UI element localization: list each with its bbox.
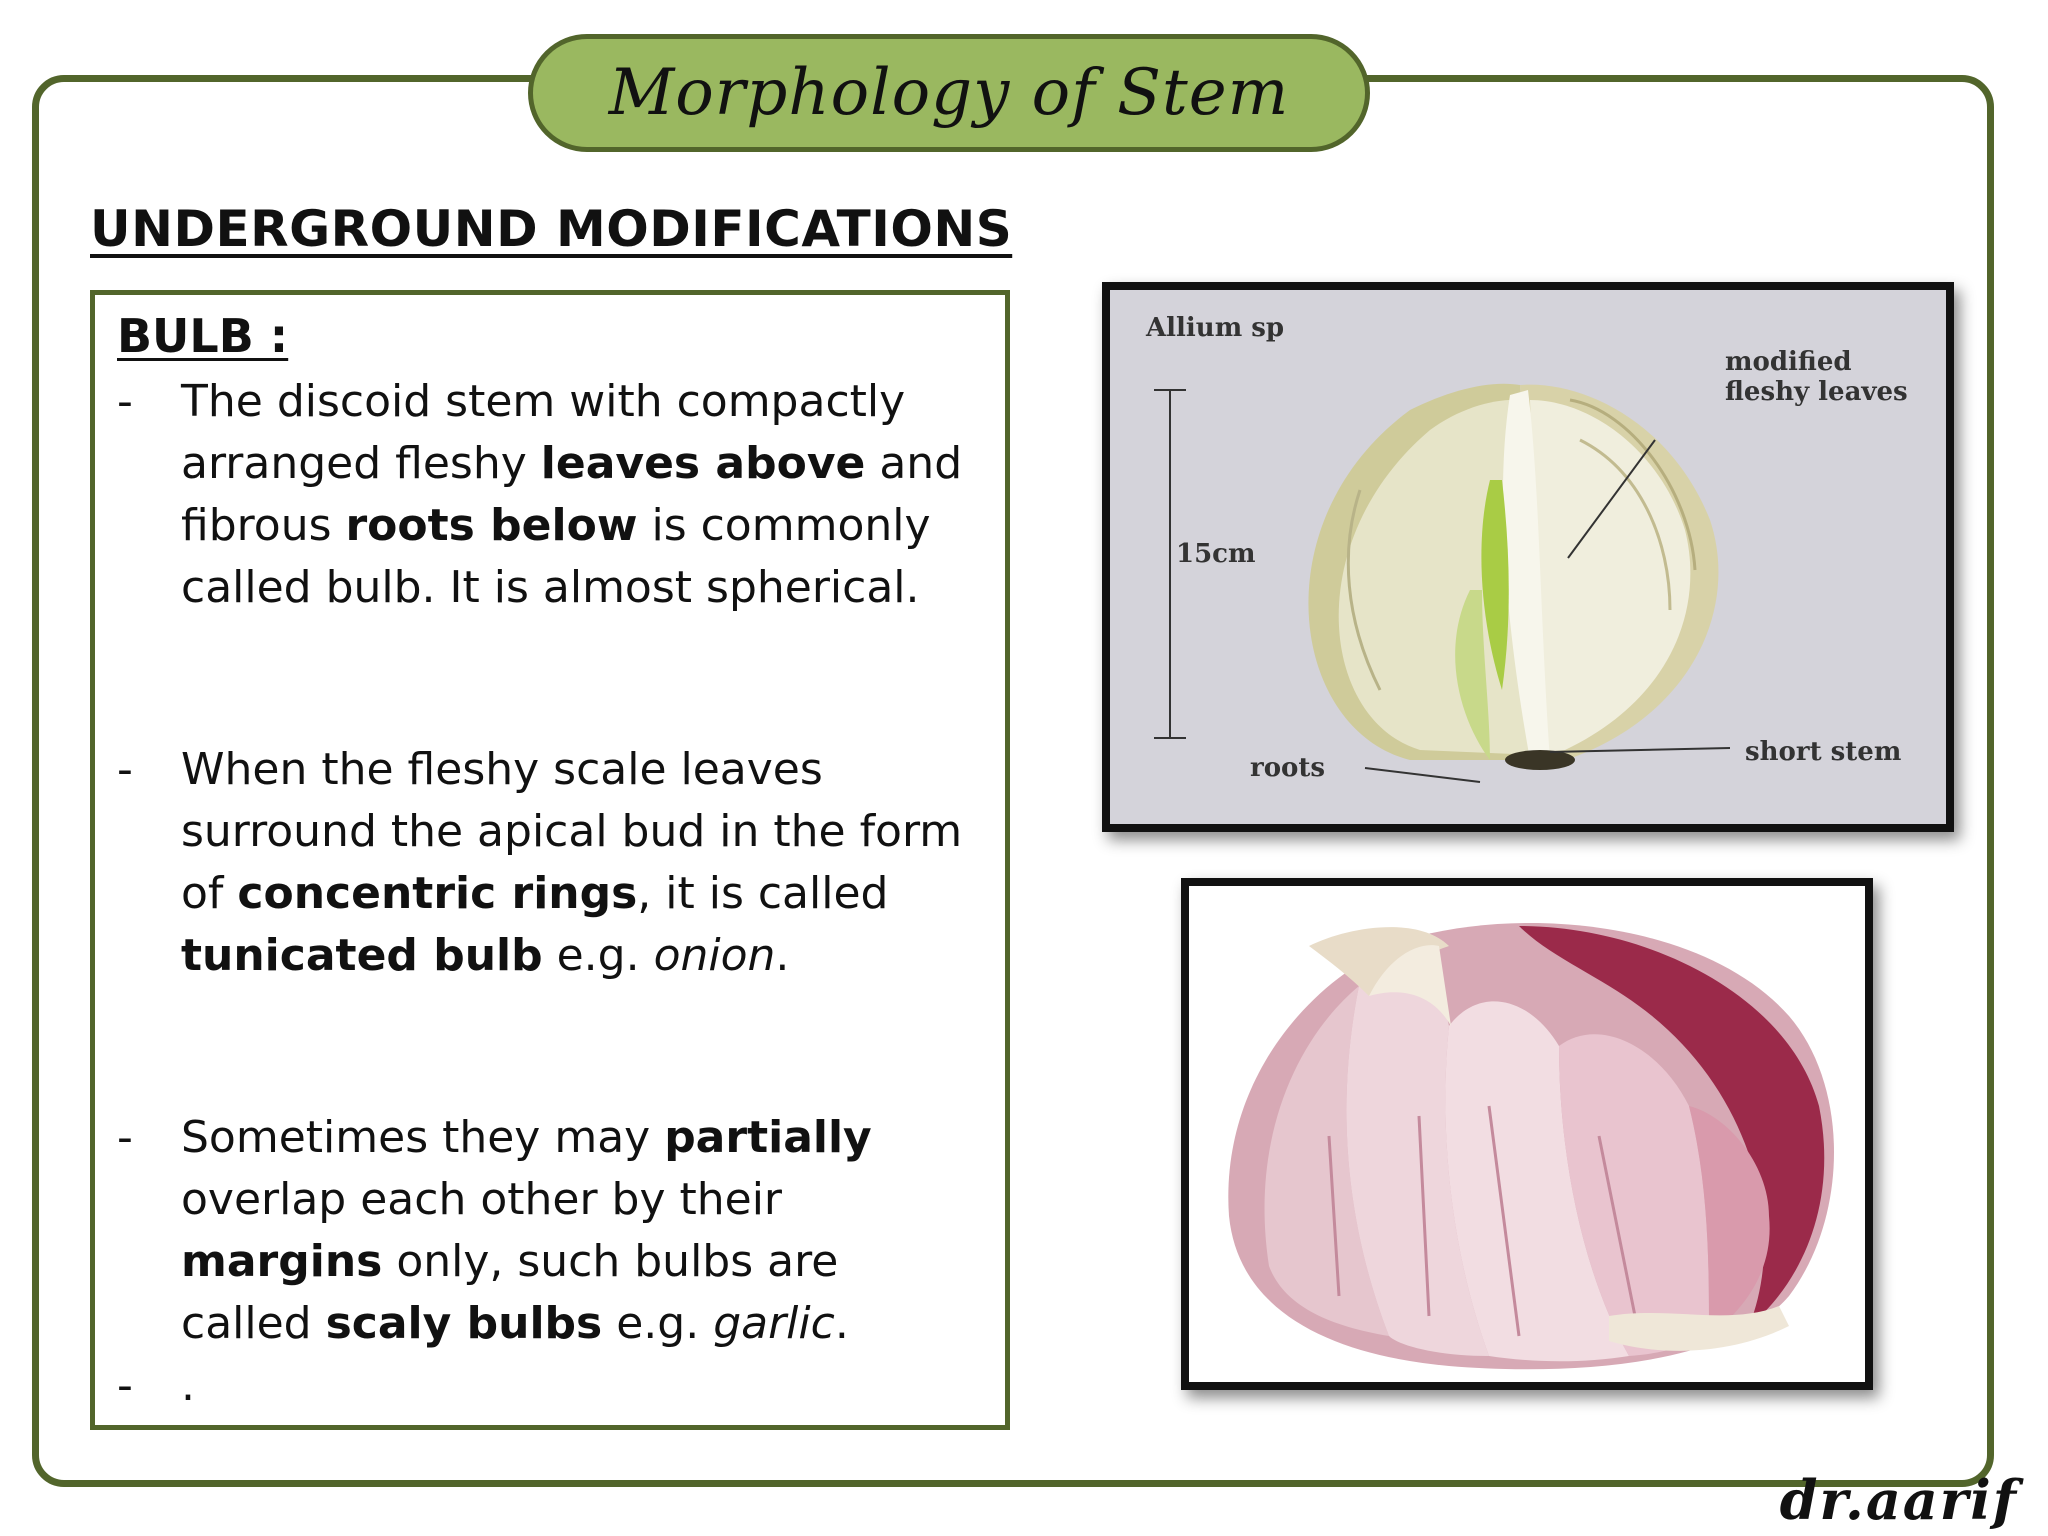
section-heading: UNDERGROUND MODIFICATIONS [90, 200, 1013, 258]
leaves-label-line1: modified [1725, 347, 1852, 377]
roots-label: roots [1250, 753, 1326, 783]
title-banner [528, 34, 1370, 152]
bullet-text: Sometimes they may partially overlap each other by their margins only, such bulbs are called scaly bulbs e.g. garlic. [181, 1112, 872, 1349]
species-label: Allium sp [1146, 313, 1285, 343]
bullet-text: When the fleshy scale leaves surround the apical bud in the form of concentric rings, it is called tunicated bulb e.g. onion. [181, 744, 963, 981]
onion-photo [1102, 282, 1954, 832]
bullet-dash: - [117, 1360, 133, 1411]
bullet-text: The discoid stem with compactly arranged fleshy leaves above and fibrous roots below is commonly called bulb. It is almost spherical. [181, 376, 963, 613]
author-signature: dr.aarif [1779, 1468, 2018, 1532]
onion-illustration [1110, 290, 1946, 824]
leaves-label-line2: fleshy leaves [1725, 377, 1908, 407]
stem-label: short stem [1745, 737, 1902, 767]
bulb-title: BULB : [117, 309, 289, 363]
garlic-photo [1181, 878, 1873, 1390]
bullet-text: . [181, 1360, 195, 1411]
bulb-text-box [90, 290, 1010, 1430]
scale-label: 15cm [1176, 539, 1256, 569]
bullet-dash: - [117, 744, 133, 795]
bullet-dash: - [117, 1112, 133, 1163]
garlic-illustration [1189, 886, 1865, 1382]
bullet-dash: - [117, 376, 133, 427]
slide-title: Morphology of Stem [608, 56, 1290, 130]
